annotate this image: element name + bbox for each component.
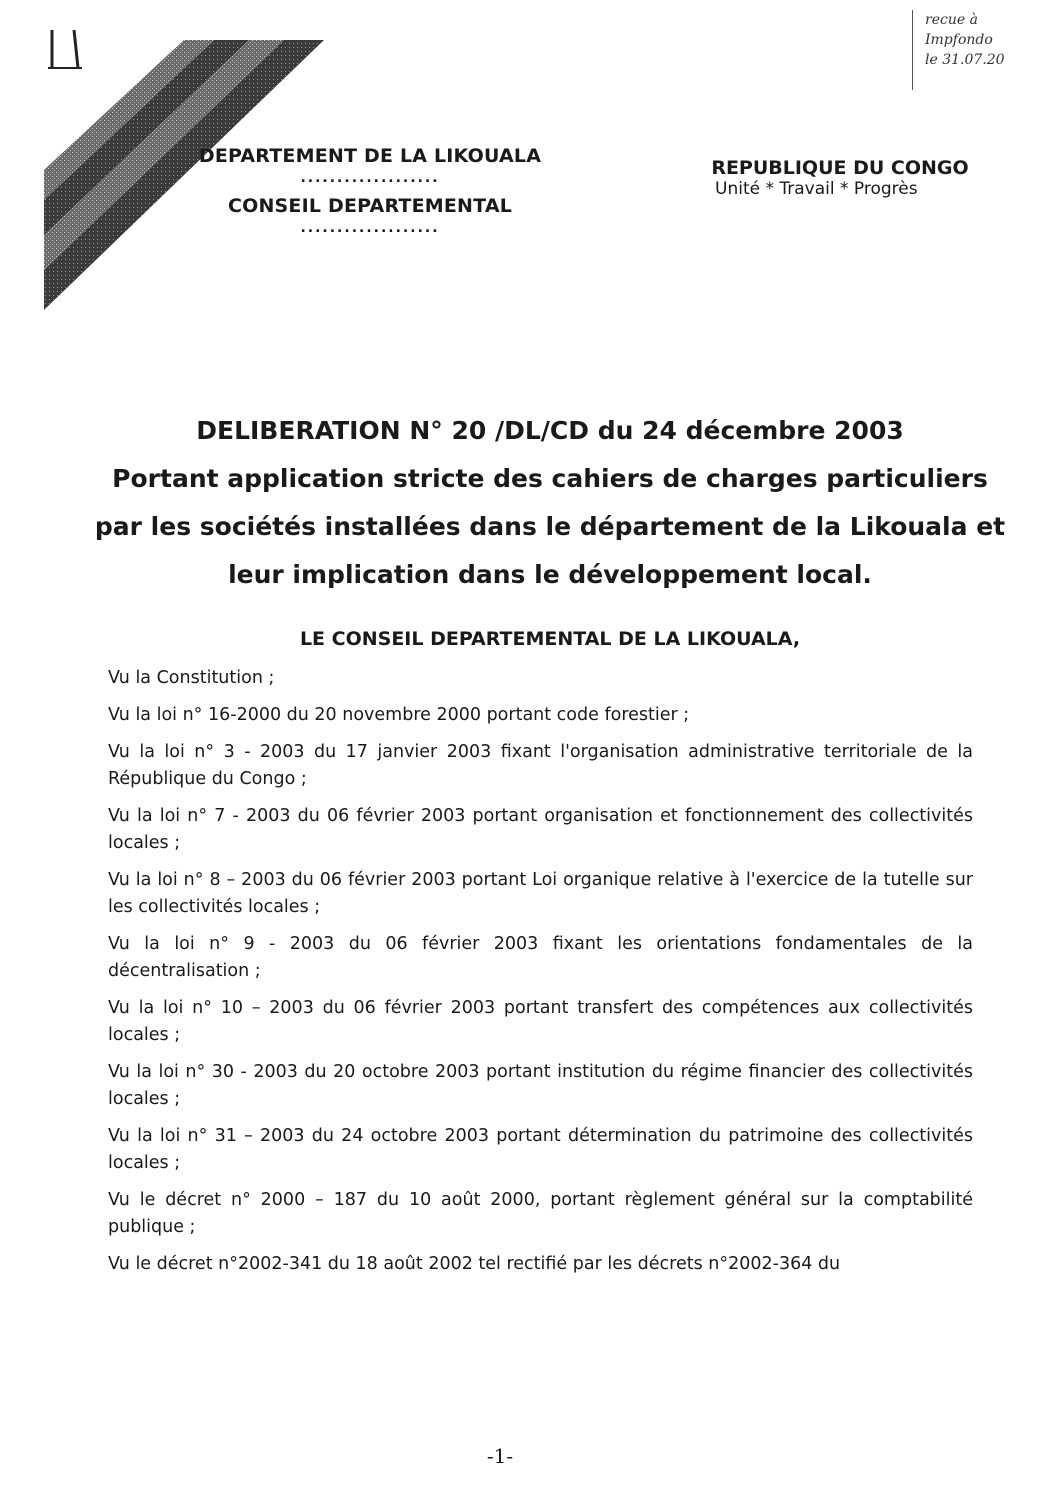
dotted-separator: ................... — [300, 220, 440, 236]
paragraph: Vu la loi n° 30 - 2003 du 20 octobre 2003 portant institution du régime financier des collectivités locales ; — [108, 1062, 973, 1109]
stamp-line: le 31.07.20 — [925, 52, 1005, 68]
council-name: CONSEIL DEPARTEMENTAL — [227, 195, 513, 217]
stamp-line: recue à — [925, 12, 978, 28]
paragraph: Vu le décret n° 2000 – 187 du 10 août 2000, portant règlement général sur la comptabilité publique ; — [108, 1190, 973, 1237]
department-name: DEPARTEMENT DE LA LIKOUALA — [198, 145, 542, 167]
paragraph: Vu la loi n° 3 - 2003 du 17 janvier 2003 fixant l'organisation administrative territoriale de la République du Congo ; — [108, 742, 973, 789]
paragraph: Vu la loi n° 8 – 2003 du 06 février 2003 portant Loi organique relative à l'exercice de la tutelle sur les collectivités locales ; — [108, 870, 973, 917]
title-line: par les sociétés installées dans le département de la Likouala et — [94, 512, 1006, 541]
page-number: -1- — [486, 1444, 514, 1468]
title-line: DELIBERATION N° 20 /DL/CD du 24 décembre 2003 — [196, 416, 904, 445]
stamp-line: Impfondo — [925, 32, 993, 48]
dotted-separator: ................... — [300, 170, 440, 186]
title-line: leur implication dans le développement local. — [228, 560, 872, 589]
paragraph: Vu la Constitution ; — [108, 668, 275, 688]
document-body — [108, 665, 973, 1288]
title-line: Portant application stricte des cahiers de charges particuliers — [112, 464, 988, 493]
reception-stamp — [912, 10, 1042, 90]
council-heading: LE CONSEIL DEPARTEMENTAL DE LA LIKOUALA, — [299, 628, 801, 650]
paragraph: Vu la loi n° 16-2000 du 20 novembre 2000 portant code forestier ; — [108, 705, 690, 725]
paragraph: Vu la loi n° 9 - 2003 du 06 février 2003 fixant les orientations fondamentales de la décentralisation ; — [108, 934, 973, 981]
paragraph: Vu la loi n° 10 – 2003 du 06 février 2003 portant transfert des compétences aux collectivités locales ; — [108, 998, 973, 1045]
deliberation-title — [60, 407, 1040, 599]
header-right — [690, 157, 990, 199]
paragraph: Vu la loi n° 7 - 2003 du 06 février 2003 portant organisation et fonctionnement des collectivités locales ; — [108, 806, 973, 853]
paragraph: Vu le décret n°2002-341 du 18 août 2002 tel rectifié par les décrets n°2002-364 du — [108, 1254, 841, 1274]
republic-name: REPUBLIQUE DU CONGO — [711, 157, 969, 179]
header-left — [160, 145, 580, 245]
national-motto: Unité * Travail * Progrès — [715, 179, 918, 199]
paragraph: Vu la loi n° 31 – 2003 du 24 octobre 2003 portant détermination du patrimoine des collectivités locales ; — [108, 1126, 973, 1173]
